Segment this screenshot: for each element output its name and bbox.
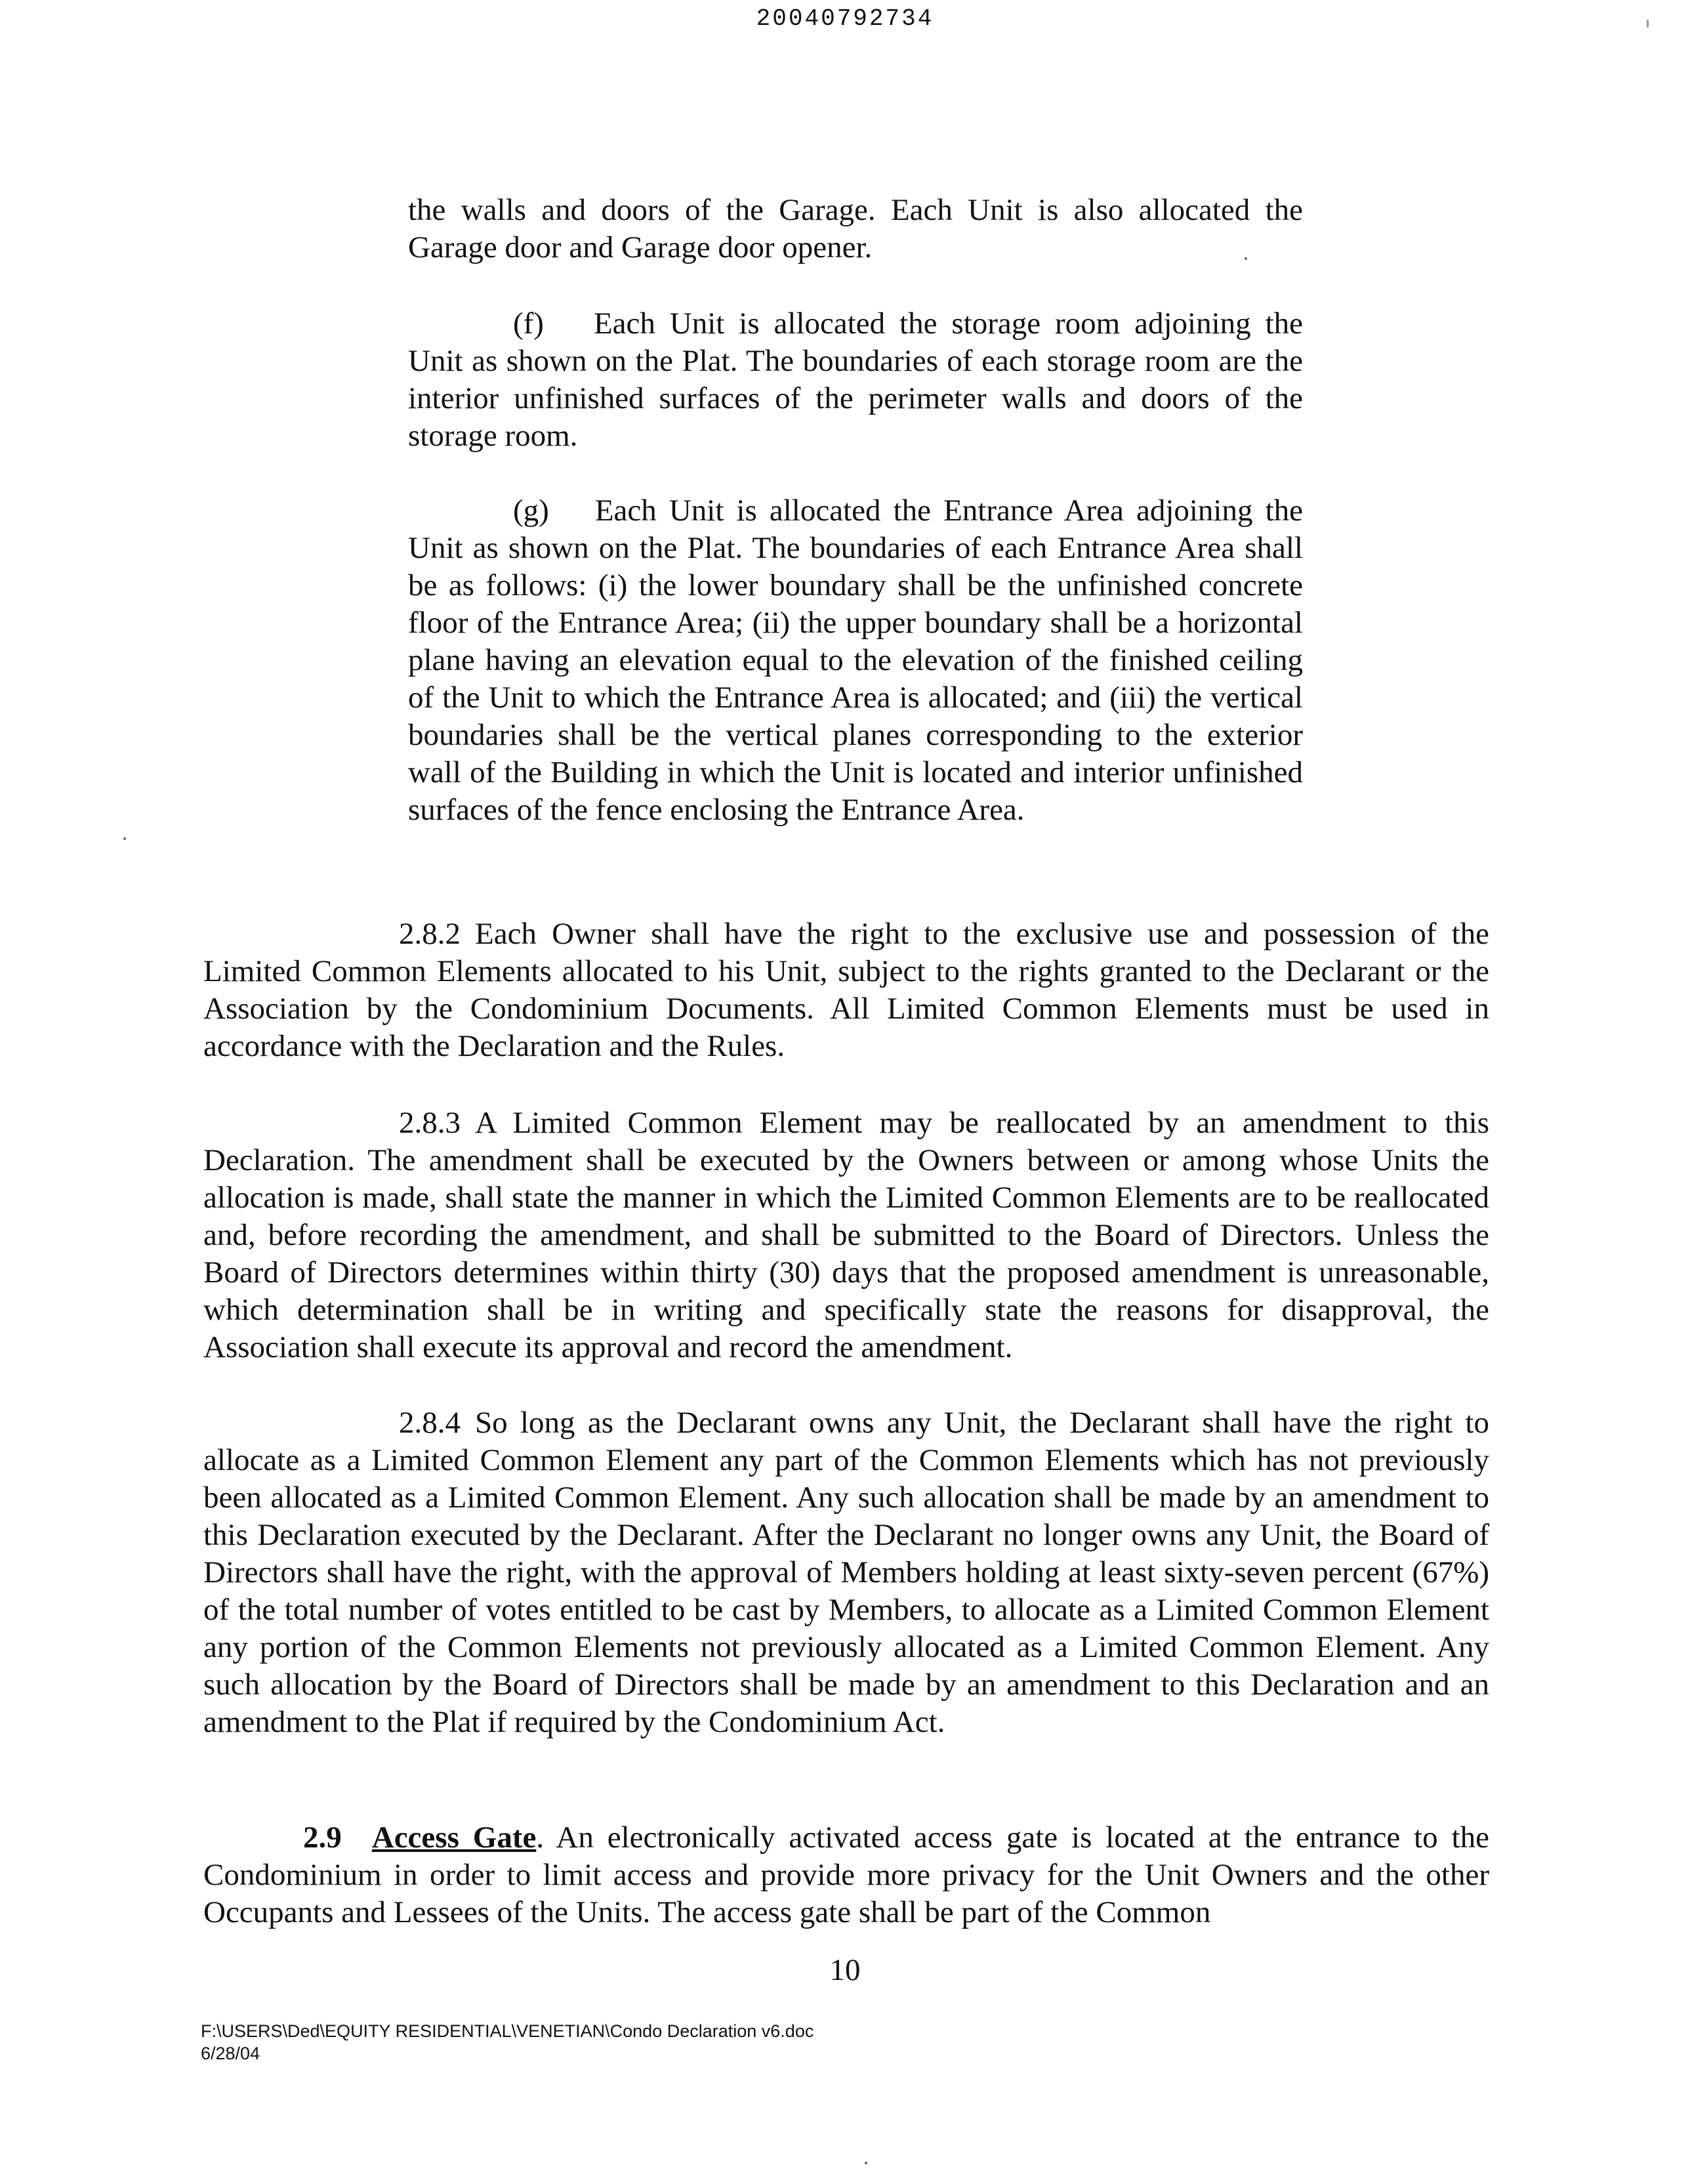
section-2-8-2 xyxy=(203,915,1489,1065)
section-2-8-2-text: Each Owner shall have the right to the exclusive use and possession of the Limited Common Elements allocated to his Unit, subject to the rights granted to the Declarant or the Association by the Condominium Documents. All Limited Common Elements must be used in accordance with the Declaration and the Rules. xyxy=(203,917,1489,1063)
scan-speck xyxy=(1245,257,1247,260)
section-2-8-2-number: 2.8.2 xyxy=(399,917,461,951)
file-path: F:\USERS\Ded\EQUITY RESIDENTIAL\VENETIAN\Condo Declaration v6.doc xyxy=(201,2021,814,2041)
section-2-8-3 xyxy=(203,1104,1489,1366)
continued-text: the walls and doors of the Garage. Each Unit is also allocated the Garage door and Garage door opener. xyxy=(408,193,1303,264)
section-2-8-3-number: 2.8.3 xyxy=(399,1106,461,1140)
section-2-9-title: Access Gate xyxy=(371,1820,537,1855)
continued-paragraph xyxy=(408,192,1303,266)
section-2-8-4-number: 2.8.4 xyxy=(399,1406,461,1440)
file-date: 6/28/04 xyxy=(201,2044,260,2063)
scan-speck xyxy=(123,837,126,840)
scan-speck xyxy=(865,2162,867,2164)
scan-speck xyxy=(1647,20,1649,28)
file-footer xyxy=(201,2020,814,2065)
section-2-9 xyxy=(203,1819,1489,1931)
section-2-8-3-text: A Limited Common Element may be reallocated by an amendment to this Declaration. The amendment shall be executed by the Owners between or among whose Units the allocation is made, shall state the manner in which the Limited Common Elements are to be reallocated and, before recording the amendment, and shall be submitted to the Board of Directors. Unless the Board of Directors determines within thirty (30) days that the proposed amendment is unreasonable, which determination shall be in writing and specifically state the reasons for disapproval, the Association shall execute its approval and record the amendment. xyxy=(203,1106,1489,1364)
paragraph-f-label: (f) xyxy=(513,306,544,341)
section-2-8-4 xyxy=(203,1404,1489,1741)
paragraph-f-text: Each Unit is allocated the storage room adjoining the Unit as shown on the Plat. The boundaries of each storage room are the interior unfinished surfaces of the perimeter walls and doors of the storage room. xyxy=(408,306,1303,453)
section-2-9-number: 2.9 xyxy=(303,1820,342,1855)
paragraph-g-text: Each Unit is allocated the Entrance Area adjoining the Unit as shown on the Plat. The boundaries of each Entrance Area shall be as follows: (i) the lower boundary shall be the unfinished concrete floor of the Entrance Area; (ii) the upper boundary shall be a horizontal plane having an elevation equal to the elevation of the finished ceiling of the Unit to which the Entrance Area is allocated; and (iii) the vertical boundaries shall be the vertical planes corresponding to the exterior wall of the Building in which the Unit is located and interior unfinished surfaces of the fence enclosing the Entrance Area. xyxy=(408,494,1303,827)
section-2-8-4-text: So long as the Declarant owns any Unit, the Declarant shall have the right to allocate as a Limited Common Element any part of the Common Elements which has not previously been allocated as a Limited Common Element. Any such allocation shall be made by an amendment to this Declaration executed by the Declarant. After the Declarant no longer owns any Unit, the Board of Directors shall have the right, with the approval of Members holding at least sixty-seven percent (67%) of the total number of votes entitled to be cast by Members, to allocate as a Limited Common Element any portion of the Common Elements not previously allocated as a Limited Common Element. Any such allocation by the Board of Directors shall be made by an amendment to this Declaration and an amendment to the Plat if required by the Condominium Act. xyxy=(203,1406,1489,1739)
paragraph-g-label: (g) xyxy=(513,494,549,528)
section-2-9-text: . An electronically activated access gate is located at the entrance to the Condominium in order to limit access and provide more privacy for the Unit Owners and the other Occupants and Lessees of the Units. The access gate shall be part of the Common xyxy=(203,1820,1489,1929)
paragraph-g xyxy=(408,492,1303,829)
document-number: 20040792734 xyxy=(756,5,934,32)
page-number: 10 xyxy=(829,1953,861,1987)
paragraph-f xyxy=(408,305,1303,455)
